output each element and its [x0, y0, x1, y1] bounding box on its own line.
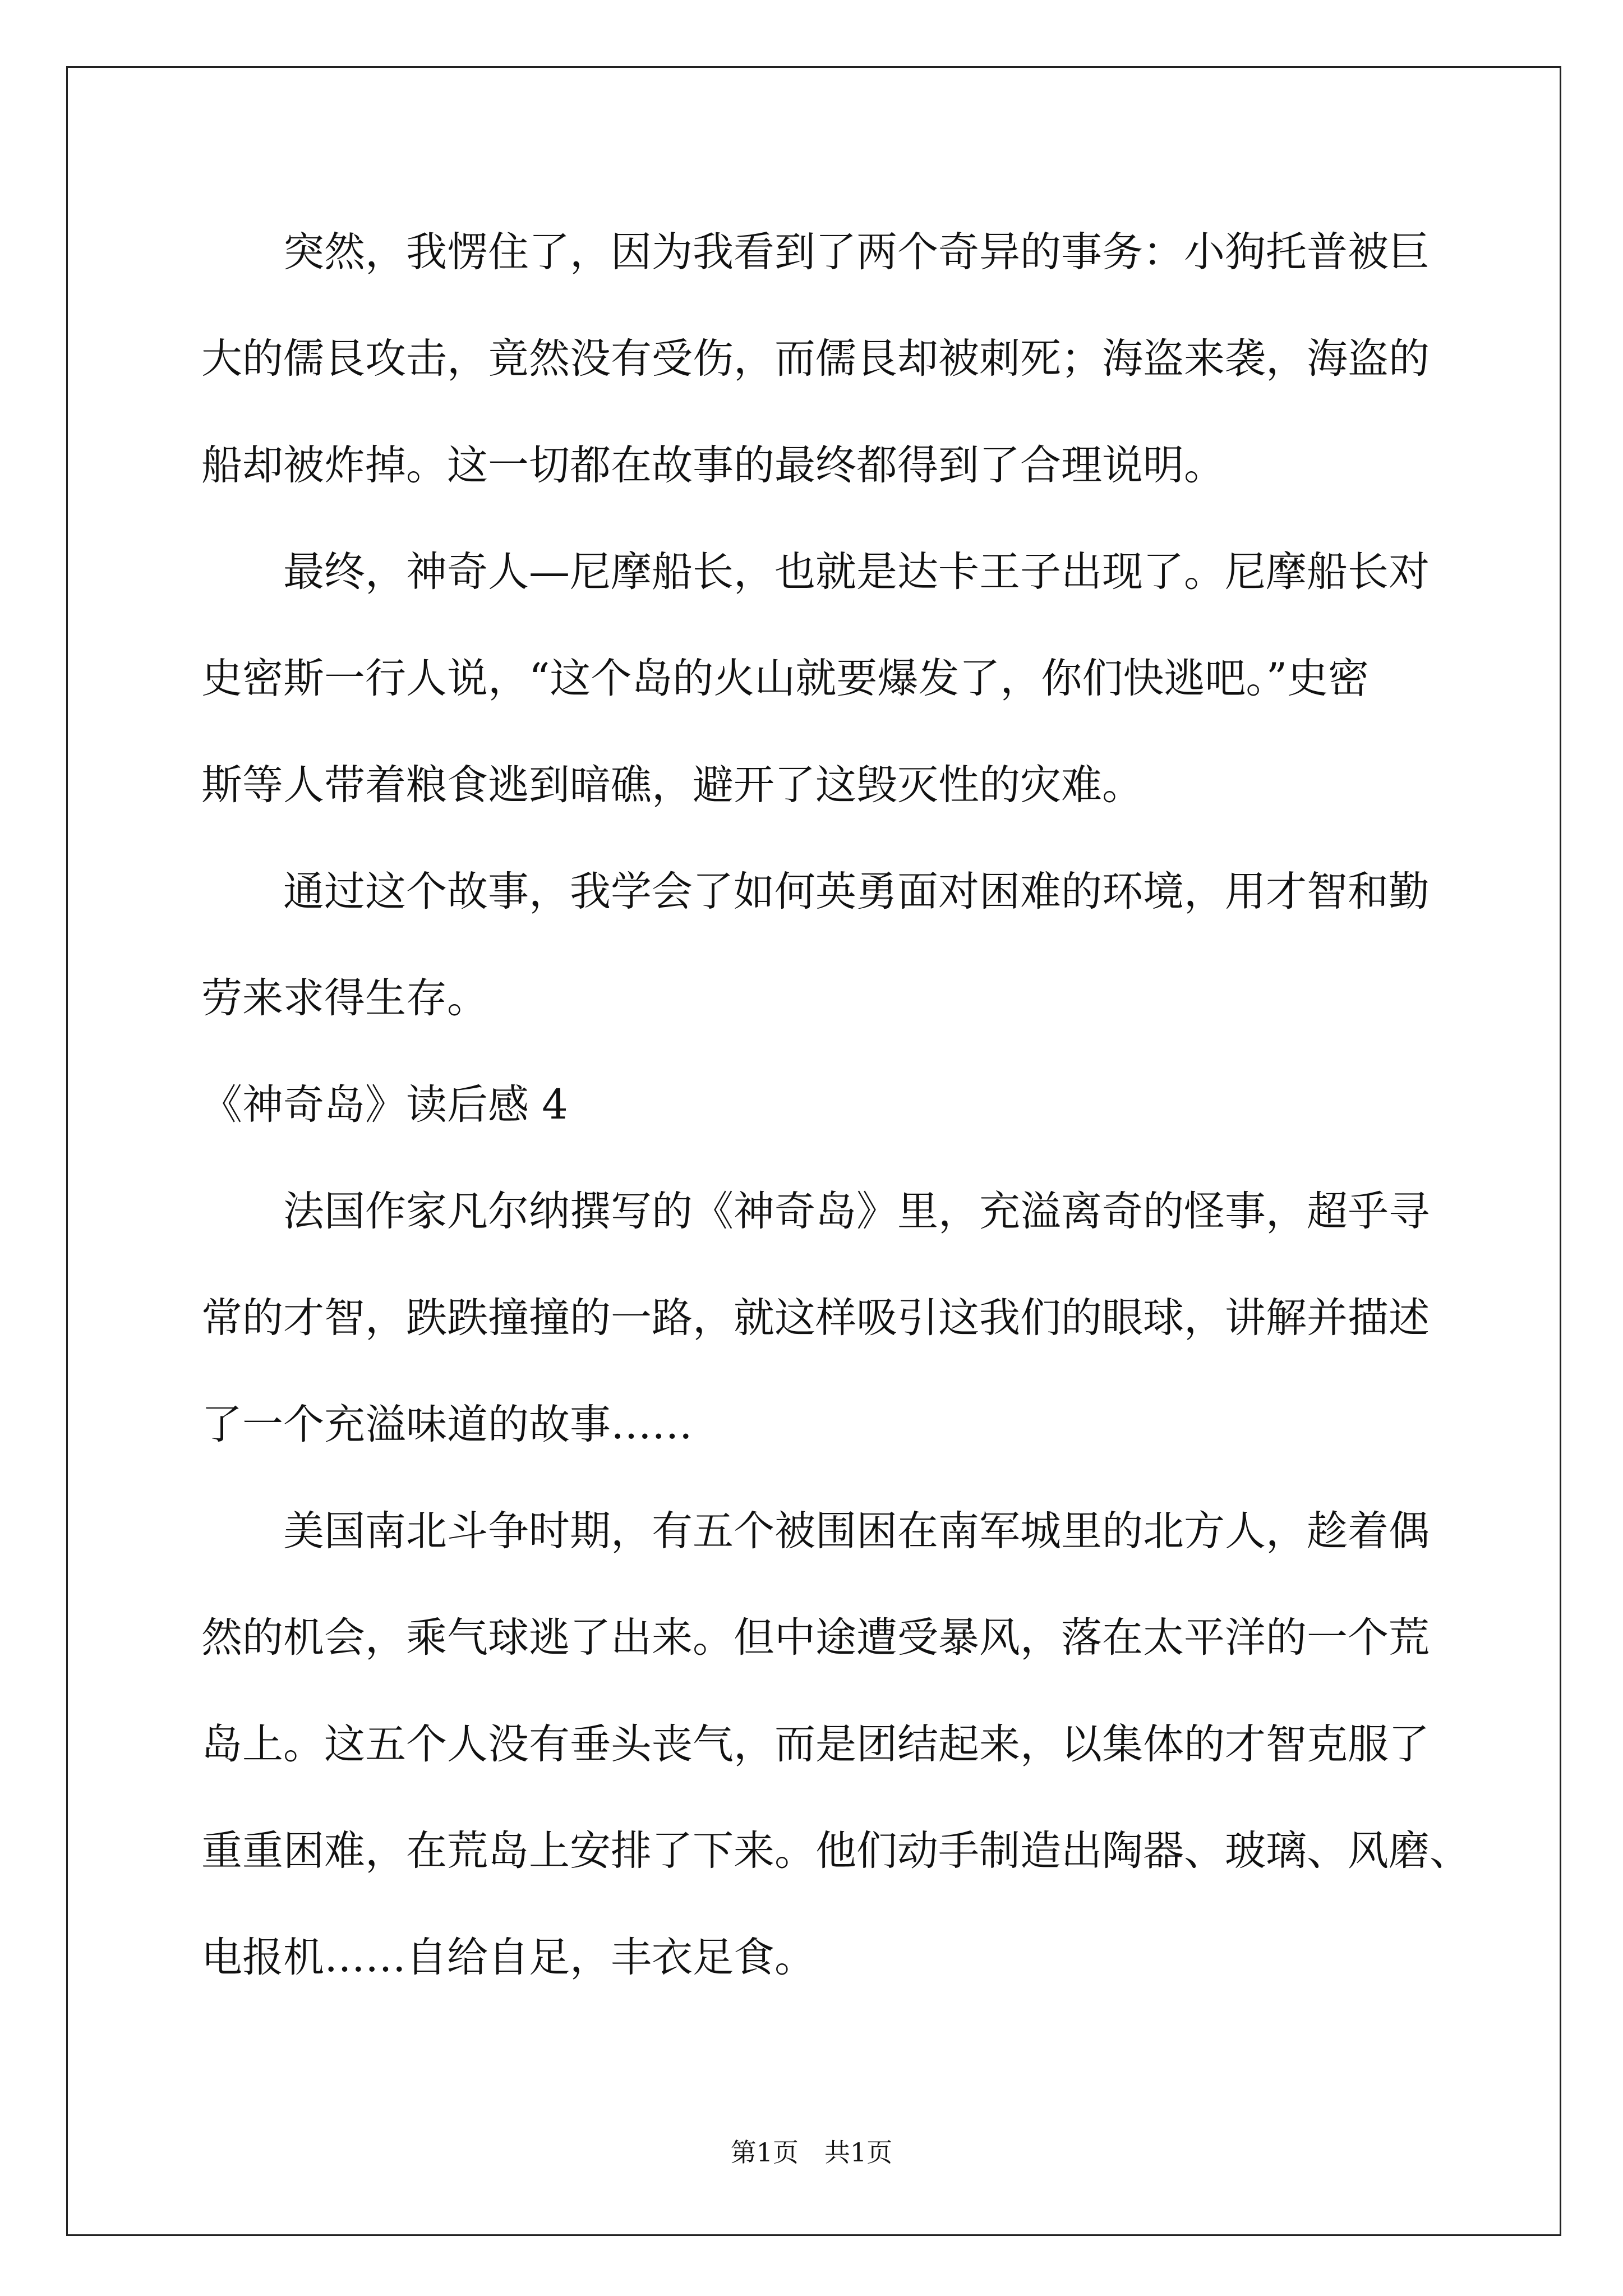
- page-footer: 第1页 共1页: [730, 2137, 893, 2168]
- section-heading: [201, 1052, 1536, 1158]
- paragraph-line: 斯等人带着粮食逃到暗礁，避开了这毁灭性的灾难。: [201, 761, 1143, 809]
- paragraph: [201, 519, 1536, 839]
- paragraph-line: 岛上。这五个人没有垂头丧气，而是团结起来，以集体的才智克服了: [201, 1720, 1430, 1768]
- paragraph: [201, 839, 1536, 1052]
- paragraph-line: 电报机……自给自足，丰衣足食。: [201, 1934, 815, 1981]
- paragraph-line: 劳来求得生存。: [201, 974, 488, 1022]
- paragraph-line: 史密斯一行人说，“这个岛的火山就要爆发了，你们快逃吧。”史密: [201, 655, 1370, 702]
- paragraph-line: 最终，神奇人—尼摩船长，也就是达卡王子出现了。尼摩船长对: [283, 548, 1430, 596]
- paragraph-line: 然的机会，乘气球逃了出来。但中途遭受暴风，落在太平洋的一个荒: [201, 1614, 1430, 1662]
- paragraph: [201, 1158, 1536, 1478]
- paragraph-line: 法国作家凡尔纳撰写的《神奇岛》里，充溢离奇的怪事，超乎寻: [283, 1188, 1430, 1235]
- paragraph-line: 突然，我愣住了，因为我看到了两个奇异的事务：小狗托普被巨: [283, 228, 1430, 276]
- paragraph-line: 美国南北斗争时期，有五个被围困在南军城里的北方人，趁着偶: [283, 1507, 1430, 1555]
- paragraph-line: 通过这个故事，我学会了如何英勇面对困难的环境，用才智和勤: [283, 868, 1430, 915]
- paragraph-line: 重重困难，在荒岛上安排了下来。他们动手制造出陶器、玻璃、风磨、: [201, 1827, 1470, 1875]
- paragraph: [201, 1478, 1536, 2011]
- paragraph-line: 船却被炸掉。这一切都在故事的最终都得到了合理说明。: [201, 441, 1225, 489]
- paragraph-line: 了一个充溢味道的故事……: [201, 1401, 693, 1448]
- section-heading-text: 《神奇岛》读后感 4: [201, 1081, 568, 1129]
- paragraph: [201, 199, 1536, 519]
- paragraph-line: 常的才智，跌跌撞撞的一路，就这样吸引这我们的眼球，讲解并描述: [201, 1294, 1430, 1342]
- paragraph-line: 大的儒艮攻击，竟然没有受伤，而儒艮却被刺死；海盗来袭，海盗的: [201, 335, 1430, 383]
- document-body: [201, 199, 1536, 2011]
